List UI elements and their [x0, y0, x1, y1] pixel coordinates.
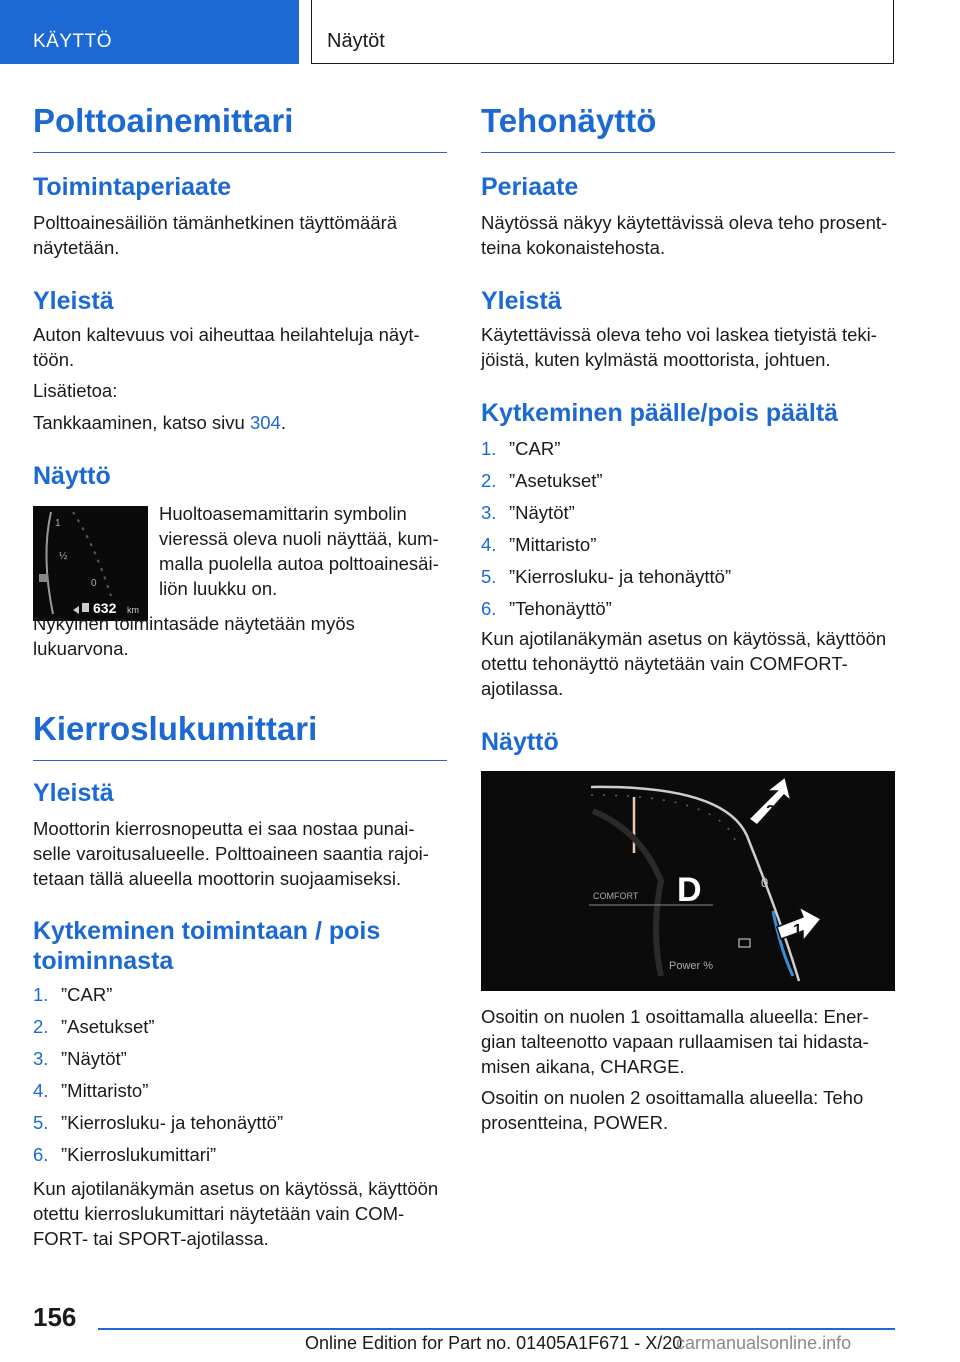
step-text: ”CAR” [509, 438, 561, 459]
step-number: 4. [33, 1080, 49, 1101]
fuel-gauge-graphic [33, 506, 148, 621]
step-number: 2. [33, 1016, 49, 1037]
fuel-pump-icon [39, 574, 48, 582]
section-tab [0, 0, 299, 64]
battery-icon [739, 939, 750, 947]
step-text: ”Kierrosluku- ja tehonäyttö” [509, 566, 732, 587]
text-more-info: Lisätietoa: [33, 380, 118, 401]
step-number: 1. [481, 438, 497, 459]
text-general: Käytettävissä oleva teho voi laskea tietyistä teki-jöistä, kuten kylmästä moottorista, johtuen. [481, 324, 877, 370]
step-number: 6. [33, 1144, 49, 1165]
tick-full: 1 [55, 518, 61, 529]
list-item [33, 1046, 447, 1078]
heading-power-display: Tehonäyttö [481, 102, 895, 153]
charge-zone [773, 911, 793, 976]
list-item [481, 436, 895, 468]
step-number: 5. [33, 1112, 49, 1133]
heading-rev-general: Yleistä [33, 779, 114, 807]
gear-indicator: D [677, 871, 702, 909]
footer-divider [98, 1328, 895, 1330]
fuel-gauge-image [33, 506, 148, 621]
list-item [481, 596, 895, 628]
range-unit: km [127, 605, 139, 615]
svg-text:2: 2 [766, 803, 775, 820]
arrow-2-icon [749, 777, 791, 825]
text-arrow-1: Osoitin on nuolen 1 osoittamalla alueella: Ener-gian talteenotto vapaan rullaamisen tai hidasta-misen aikana, CHARGE. [481, 1006, 869, 1077]
list-item [33, 1110, 447, 1142]
heading-display: Näyttö [481, 728, 559, 756]
drive-mode-label: COMFORT [593, 891, 639, 901]
heading-display: Näyttö [33, 462, 111, 490]
heading-rev-switch: Kytkeminen toimintaan / pois toiminnasta [33, 917, 381, 975]
chapter-title: Näytöt [327, 30, 385, 52]
text-power-note: Kun ajotilanäkymän asetus on käytössä, käyttöön otettu tehonäyttö näytetään vain COMFORT-ajotilassa. [481, 628, 887, 699]
reference-end: . [280, 412, 286, 433]
list-item [33, 982, 447, 1014]
chapter-header [311, 0, 894, 64]
list-item [33, 1078, 447, 1110]
step-number: 2. [481, 470, 497, 491]
text-rev-note: Kun ajotilanäkymän asetus on käytössä, käyttöön otettu kierroslukumittari näytetään vain COM-FORT- tai SPORT-ajotilassa. [33, 1178, 439, 1249]
step-number: 1. [33, 984, 49, 1005]
step-text: ”Mittaristo” [61, 1080, 149, 1101]
step-number: 3. [33, 1048, 49, 1069]
step-text: ”Näytöt” [509, 502, 575, 523]
power-display-image [481, 771, 895, 991]
step-text: ”Asetukset” [509, 470, 603, 491]
text-range: Nykyinen toimintasäde näytetään myös lukuarvona. [33, 613, 355, 659]
power-display-graphic [481, 771, 895, 991]
list-item [481, 500, 895, 532]
watermark: carmanualsonline.info [676, 1333, 852, 1353]
step-number: 5. [481, 566, 497, 587]
step-text: ”CAR” [61, 984, 113, 1005]
list-item [481, 468, 895, 500]
text-rev-general: Moottorin kierrosnopeutta ei saa nostaa punai-selle varoitusalueelle. Polttoaineen saantia rajoi-tetaan tällä alueella moottorin suojaamiseksi. [33, 818, 429, 889]
list-item [33, 1014, 447, 1046]
power-steps-list [481, 436, 895, 628]
heading-principle: Periaate [481, 173, 579, 201]
text-reference [33, 410, 447, 435]
list-item [481, 532, 895, 564]
rev-steps-list [33, 982, 447, 1174]
step-text: ”Kierrosluku- ja tehonäyttö” [61, 1112, 284, 1133]
list-item [33, 1142, 447, 1174]
step-number: 6. [481, 598, 497, 619]
step-text: ”Mittaristo” [509, 534, 597, 555]
edition-text: Online Edition for Part no. 01405A1F671 - X/20 [305, 1333, 683, 1353]
step-number: 3. [481, 502, 497, 523]
svg-text:1: 1 [793, 922, 802, 939]
step-number: 4. [481, 534, 497, 555]
heading-general: Yleistä [33, 287, 114, 315]
page-number: 156 [33, 1302, 77, 1332]
heading-principle: Toimintaperiaate [33, 173, 232, 201]
text-arrow-2: Osoitin on nuolen 2 osoittamalla alueella: Teho prosentteina, POWER. [481, 1087, 864, 1133]
tick-empty: 0 [91, 578, 97, 589]
reference-text: Tankkaaminen, katso sivu [33, 412, 250, 433]
page-link[interactable]: 304 [249, 412, 281, 433]
text-principle: Polttoainesäiliön tämänhetkinen täyttömäärä näytetään. [33, 212, 398, 258]
tick-half: ½ [59, 551, 68, 562]
step-text: ”Asetukset” [61, 1016, 155, 1037]
text-principle: Näytössä näkyy käytettävissä oleva teho prosent-teina kokonaistehosta. [481, 212, 888, 258]
heading-fuel-gauge: Polttoainemittari [33, 102, 447, 153]
arrow-1-icon [777, 907, 821, 941]
gauge-zero-label: 0 [761, 875, 769, 890]
power-percent-label: Power % [669, 960, 714, 972]
text-display: Huoltoasemamittarin symbolin vieressä oleva nuoli näyttää, kum-malla puolella autoa polttoainesäi-liön luukku on. [159, 503, 439, 599]
range-value: 632 [93, 600, 117, 616]
step-text: ”Näytöt” [61, 1048, 127, 1069]
heading-switch: Kytkeminen päälle/pois päältä [481, 399, 839, 427]
text-general: Auton kaltevuus voi aiheuttaa heilahteluja näyt-töön. [33, 324, 420, 370]
section-title: KÄYTTÖ [33, 31, 113, 52]
step-text: ”Kierroslukumittari” [61, 1144, 217, 1165]
step-text: ”Tehonäyttö” [509, 598, 612, 619]
heading-tachometer: Kierroslukumittari [33, 710, 447, 761]
heading-general: Yleistä [481, 287, 562, 315]
list-item [481, 564, 895, 596]
